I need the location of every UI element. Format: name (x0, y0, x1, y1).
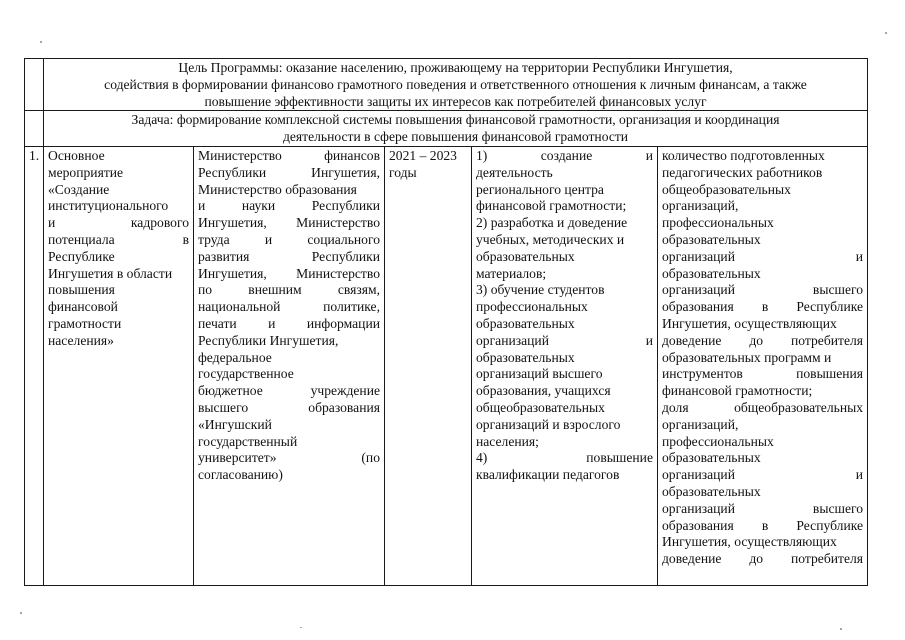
cell-line: образовательных (662, 265, 761, 281)
cell-line: 3) обучение студентов (476, 282, 605, 298)
cell-line: Министерство финансов (198, 147, 380, 163)
cell-line: федеральное (198, 349, 272, 365)
cell-line: Республики Ингушетия, (198, 332, 339, 348)
cell-line: «Ингушский (198, 416, 272, 432)
cell-line: профессиональных (476, 299, 588, 315)
cell-line: профессиональных (662, 215, 774, 231)
cell-line: университет» (по (198, 450, 380, 466)
cell-line: учебных, методических и (476, 231, 625, 247)
cell-line: количество подготовленных (662, 147, 825, 163)
cell-line: по внешним связям, (198, 282, 380, 298)
cell-line: образовательных программ и (662, 349, 832, 365)
cell-line: организаций высшего (662, 282, 864, 298)
task-line: Задача: формирование комплексной системы повышения финансовой грамотности, организация и координация (131, 112, 780, 128)
cell-line: образовательных (476, 315, 575, 331)
goal-line: Цель Программы: оказание населению, проживающему на территории Республики Ингушетия, (178, 60, 733, 75)
cell-line: и кадрового (48, 215, 189, 231)
cell-line: регионального центра (476, 181, 604, 197)
cell-line: Министерство образования (198, 181, 357, 197)
cell-line: 2021 – 2023 (389, 147, 457, 163)
goal-line: содействия в формировании финансово грамотного поведения и ответственного отношения к личным финансам, а также (104, 76, 807, 92)
cell-line: профессиональных (662, 433, 774, 449)
executor-cell (194, 146, 385, 585)
cell-line: организаций и (662, 248, 864, 264)
period-cell (385, 146, 472, 585)
cell-line: Ингушетия в области (48, 265, 173, 281)
indicator-cell (658, 146, 868, 585)
scan-speck (300, 627, 302, 628)
cell-line: бюджетное учреждение (198, 383, 380, 399)
scan-speck (840, 628, 842, 630)
scan-speck (40, 41, 42, 43)
cell-line: финансовой грамотности; (662, 383, 813, 399)
cell-line: образования в Республике (662, 299, 864, 315)
cell-line: образования в Республике (662, 517, 864, 533)
cell-line: потенциала в (48, 231, 189, 247)
cell-line: организаций и взрослого (476, 416, 621, 432)
cell-line: педагогических работников (662, 164, 823, 180)
table-row (25, 146, 868, 585)
cell-line: мероприятие (48, 164, 124, 180)
cell-line: национальной политике, (198, 299, 380, 315)
task-cell (44, 111, 868, 147)
cell-line: образования, учащихся (476, 383, 611, 399)
cell-line: Ингушетия, Министерство (198, 265, 380, 281)
cell-line: образовательных (662, 483, 761, 499)
cell-line: квалификации педагогов (476, 467, 620, 483)
goal-cell (44, 59, 868, 111)
cell-line: образовательных (662, 231, 761, 247)
cell-line: печати и информации (198, 315, 380, 331)
cell-line: 4) повышение (476, 450, 653, 466)
cell-line: организаций, (662, 416, 739, 432)
cell-line: населения» (48, 332, 114, 348)
cell-line: организаций высшего (476, 366, 603, 382)
goal-row (25, 59, 868, 111)
task-line: деятельности в сфере повышения финансовой грамотности (282, 129, 629, 145)
goal-line: повышение эффективности защиты их интересов как потребителей финансовых услуг (204, 93, 707, 109)
cell-line: Основное (48, 147, 105, 163)
cell-line: 2) разработка и доведение (476, 215, 628, 231)
cell-line: труда и социального (198, 231, 380, 247)
cell-line: организаций и (662, 467, 864, 483)
cell-line: населения; (476, 433, 539, 449)
cell-line: образовательных (662, 450, 761, 466)
cell-line: государственный (198, 433, 298, 449)
scan-speck (20, 612, 22, 614)
cell-line: развития Республики (198, 248, 380, 264)
cell-line: образовательных (476, 248, 575, 264)
cell-line: доведение до потребителя (662, 332, 864, 348)
cell-line: материалов; (476, 265, 547, 281)
cell-line: доведение до потребителя (662, 551, 864, 567)
row-number-text: 1. (29, 147, 40, 163)
cell-line: финансовой (48, 299, 118, 315)
task-blank-cell (25, 111, 44, 147)
period-text (389, 148, 467, 585)
cell-line: грамотности (48, 315, 122, 331)
executor-text (198, 148, 380, 585)
event-cell (44, 146, 194, 585)
cell-line: общеобразовательных (662, 181, 791, 197)
cell-line: образовательных (476, 349, 575, 365)
cell-line: институционального (48, 198, 169, 214)
cell-line: Ингушетия, Министерство (198, 215, 380, 231)
cell-line: общеобразовательных (476, 399, 605, 415)
cell-line: организаций и (476, 332, 653, 348)
results-cell (472, 146, 658, 585)
cell-line: 1) создание и (476, 147, 653, 163)
cell-line: инструментов повышения (662, 366, 864, 382)
cell-line: организаций высшего (662, 500, 864, 516)
cell-line: организаций, (662, 198, 739, 214)
cell-line: и науки Республики (198, 198, 380, 214)
scan-speck (885, 32, 887, 34)
cell-line: «Создание (48, 181, 110, 197)
program-table (24, 58, 868, 586)
indicator-text (662, 148, 863, 585)
event-text (48, 148, 189, 585)
results-text (476, 148, 653, 585)
row-number (25, 146, 44, 585)
cell-line: деятельность (476, 164, 553, 180)
cell-line: Республике (48, 248, 115, 264)
cell-line: государственное (198, 366, 294, 382)
cell-line: годы (389, 164, 417, 180)
task-row (25, 111, 868, 147)
cell-line: Ингушетия, осуществляющих (662, 534, 837, 550)
cell-line: Ингушетия, осуществляющих (662, 315, 837, 331)
cell-line: доля общеобразовательных (662, 399, 864, 415)
cell-line: повышения (48, 282, 115, 298)
cell-line: финансовой грамотности; (476, 198, 627, 214)
cell-line: высшего образования (198, 399, 380, 415)
cell-line: согласованию) (198, 467, 283, 483)
goal-blank-cell (25, 59, 44, 111)
cell-line: Республики Ингушетия, (198, 164, 380, 180)
